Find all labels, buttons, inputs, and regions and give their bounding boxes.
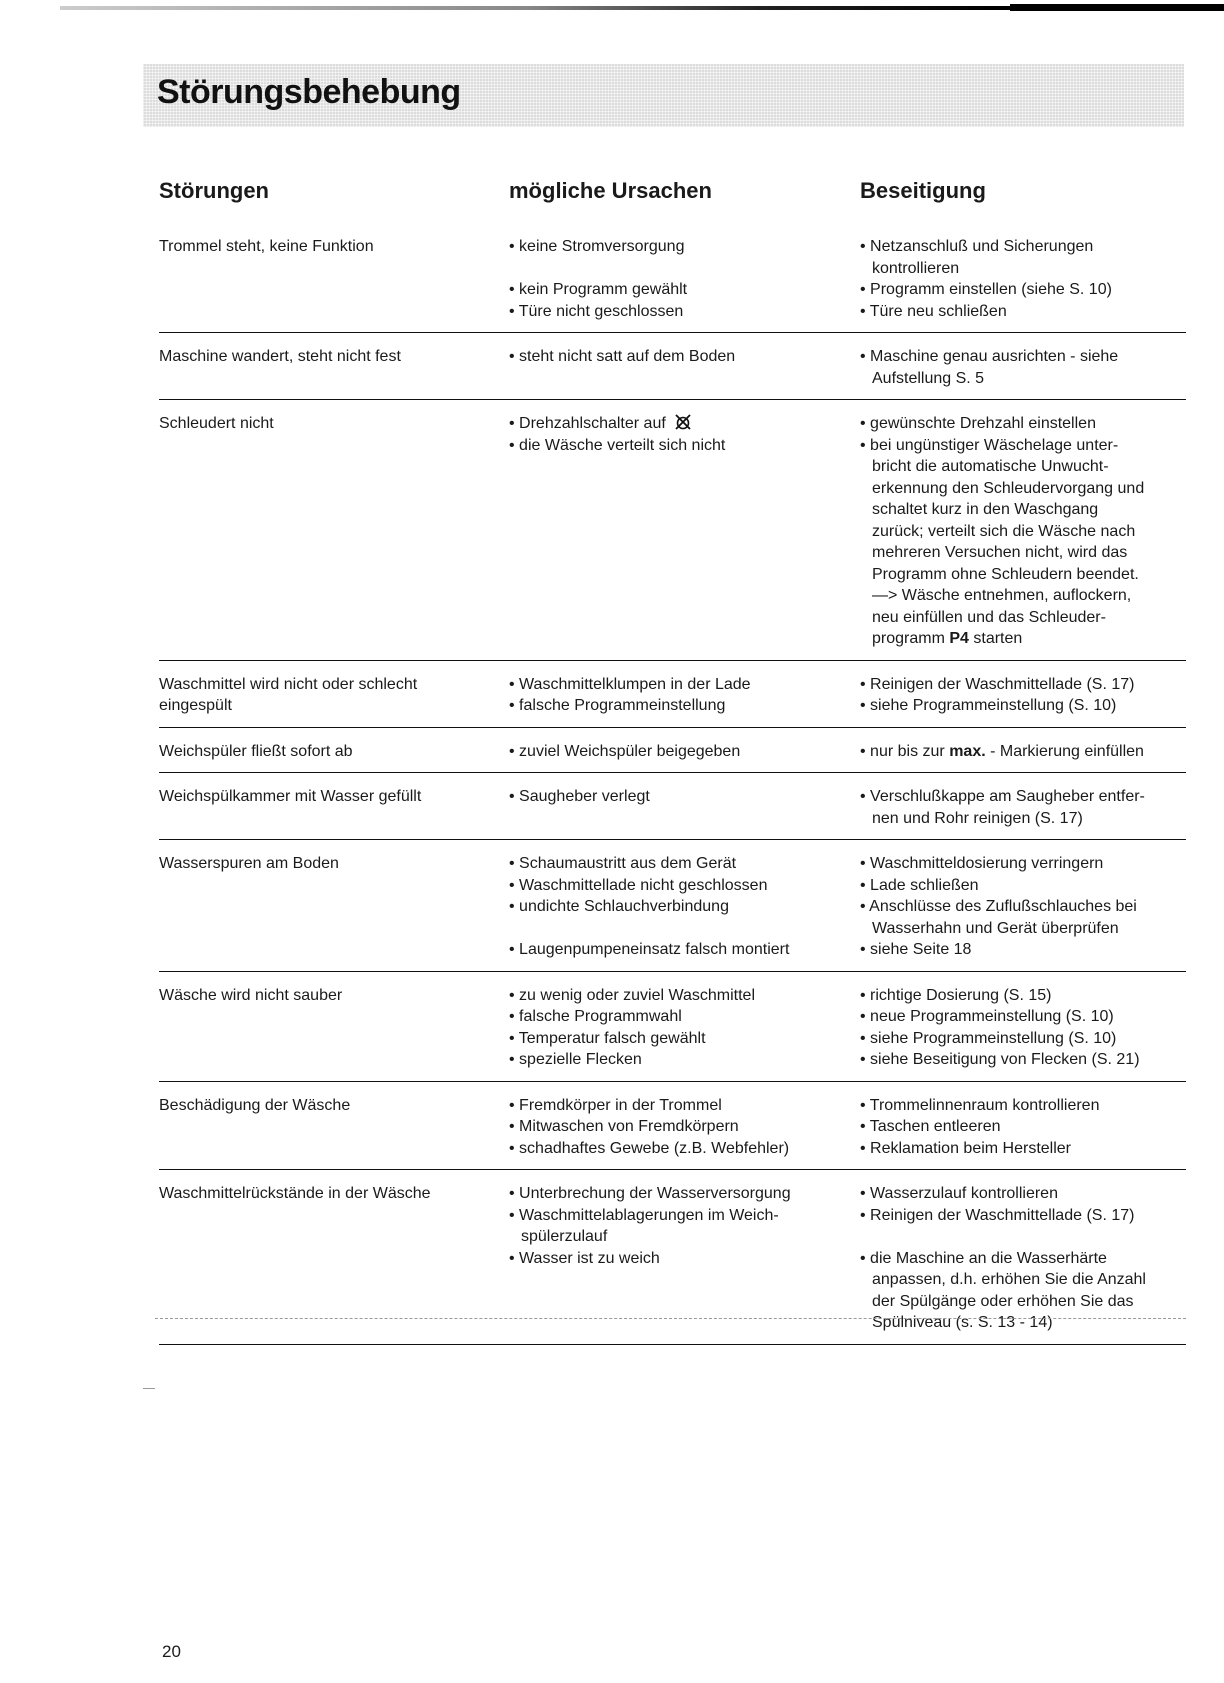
title-bar	[143, 64, 1184, 127]
remedy-cell	[860, 853, 1186, 961]
header-beseitigung: Beseitigung	[860, 178, 986, 203]
problem-cell	[159, 1095, 509, 1160]
problem-cell	[159, 741, 509, 763]
text-line: Beschädigung der Wäsche	[159, 1096, 351, 1114]
text-line: • steht nicht satt auf dem Boden	[509, 348, 736, 365]
text-line: • richtige Dosierung (S. 15)	[860, 986, 1052, 1004]
text-line: • undichte Schlauchverbindung	[509, 898, 729, 915]
remedy-cell	[860, 1183, 1186, 1334]
text-line: • keine Stromversorgung	[509, 238, 685, 255]
text-line: —> Wäsche entnehmen, auflockern,	[872, 587, 1132, 604]
troubleshooting-table	[159, 223, 1186, 1345]
text-line: Wäsche wird nicht sauber	[159, 986, 343, 1004]
margin-mark	[143, 1388, 155, 1389]
text-line: anpassen, d.h. erhöhen Sie die Anzahl	[872, 1271, 1146, 1288]
text-line: • Reinigen der Waschmittellade (S. 17)	[860, 1206, 1135, 1224]
text-line: • Unterbrechung der Wasserversorgung	[509, 1185, 791, 1202]
text-line: Spülniveau (s. S. 13 - 14)	[872, 1314, 1053, 1331]
remedy-cell	[860, 346, 1186, 389]
text-line: mehreren Versuchen nicht, wird das	[872, 544, 1128, 561]
text-line: • Verschlußkappe am Saugheber entfer-	[860, 788, 1145, 805]
text-segment: • nur bis zur	[860, 742, 950, 760]
text-line: • kein Programm gewählt	[509, 281, 688, 298]
text-line: • bei ungünstiger Wäschelage unter-	[860, 436, 1119, 454]
table-row	[159, 1082, 1186, 1171]
text-line: • spezielle Flecken	[509, 1051, 642, 1068]
text-line: • Waschmittelablagerungen im Weich-	[509, 1206, 779, 1224]
bold-text: max.	[949, 742, 986, 760]
text-line: • Laugenpumpeneinsatz falsch montiert	[509, 941, 790, 958]
text-line: • Reklamation beim Hersteller	[860, 1139, 1072, 1157]
text-line: • Programm einstellen (siehe S. 10)	[860, 281, 1112, 298]
problem-cell	[159, 1183, 509, 1334]
remedy-cell	[860, 985, 1186, 1071]
text-line: Waschmittelrückstände in der Wäsche	[159, 1185, 431, 1202]
text-line: • Reinigen der Waschmittellade (S. 17)	[860, 675, 1135, 693]
header-stoerungen: Störungen	[159, 178, 269, 203]
page-title: Störungsbehebung	[157, 73, 461, 111]
table-row	[159, 840, 1186, 972]
text-line: • Wasser ist zu weich	[509, 1249, 660, 1267]
cause-cell	[509, 1095, 860, 1160]
table-row	[159, 223, 1186, 333]
text-line: • zuviel Weichspüler beigegeben	[509, 742, 741, 760]
table-row	[159, 333, 1186, 400]
top-rule-bold	[1010, 4, 1224, 11]
cause-cell	[509, 853, 860, 961]
text-line: spülerzulauf	[521, 1228, 608, 1245]
problem-cell	[159, 853, 509, 961]
text-line: Schleudert nicht	[159, 415, 274, 432]
text-line: nen und Rohr reinigen (S. 17)	[872, 809, 1083, 827]
text-line: • Trommelinnenraum kontrollieren	[860, 1096, 1100, 1114]
text-line: • falsche Programmeinstellung	[509, 697, 726, 714]
text-line: • siehe Programmeinstellung (S. 10)	[860, 1029, 1117, 1047]
remedy-cell	[860, 741, 1186, 763]
text-segment: • Drehzahlschalter auf	[509, 415, 666, 432]
text-line: • Maschine genau ausrichten - siehe	[860, 348, 1119, 365]
problem-cell	[159, 674, 509, 717]
text-segment: programm	[872, 630, 950, 647]
cause-cell	[509, 786, 860, 829]
remedy-cell	[860, 674, 1186, 717]
remedy-cell	[860, 236, 1186, 322]
text-line: • neue Programmeinstellung (S. 10)	[860, 1008, 1114, 1025]
text-segment: starten	[968, 630, 1023, 647]
text-line: • Lade schließen	[860, 876, 979, 894]
text-line: bricht die automatische Unwucht-	[872, 458, 1109, 475]
text-line: Trommel steht, keine Funktion	[159, 238, 374, 255]
cause-cell	[509, 1183, 860, 1334]
text-line: • Schaumaustritt aus dem Gerät	[509, 855, 737, 872]
text-line: Maschine wandert, steht nicht fest	[159, 348, 401, 365]
text-line: • siehe Seite 18	[860, 941, 972, 958]
text-line: Weichspülkammer mit Wasser gefüllt	[159, 788, 422, 805]
text-line: Wasserspuren am Boden	[159, 855, 339, 872]
remedy-cell	[860, 413, 1186, 650]
text-line: • Waschmittellade nicht geschlossen	[509, 876, 768, 894]
cause-cell	[509, 985, 860, 1071]
text-line: schaltet kurz in den Waschgang	[872, 501, 1099, 518]
cause-cell	[509, 236, 860, 322]
text-line: • Waschmitteldosierung verringern	[860, 855, 1104, 872]
text-line	[509, 918, 860, 940]
table-row	[159, 972, 1186, 1082]
text-line: • Türe nicht geschlossen	[509, 302, 684, 320]
problem-cell	[159, 786, 509, 829]
text-line: neu einfüllen und das Schleuder-	[872, 608, 1106, 626]
text-line: • schadhaftes Gewebe (z.B. Webfehler)	[509, 1139, 790, 1157]
remedy-cell	[860, 786, 1186, 829]
text-line: • die Maschine an die Wasserhärte	[860, 1249, 1107, 1267]
text-line: Programm ohne Schleudern beendet.	[872, 565, 1139, 583]
header-ursachen: mögliche Ursachen	[509, 178, 712, 203]
table-row	[159, 728, 1186, 774]
text-line: • falsche Programmwahl	[509, 1008, 682, 1025]
text-line: • Netzanschluß und Sicherungen	[860, 238, 1094, 255]
text-line: kontrollieren	[872, 259, 960, 277]
problem-cell	[159, 236, 509, 322]
text-line: • gewünschte Drehzahl einstellen	[860, 415, 1096, 432]
text-line: • Saugheber verlegt	[509, 788, 650, 805]
problem-cell	[159, 413, 509, 650]
text-line	[509, 258, 860, 280]
text-line: • siehe Programmeinstellung (S. 10)	[860, 697, 1117, 714]
cause-cell	[509, 741, 860, 763]
cause-cell	[509, 413, 860, 650]
page-number: 20	[162, 1642, 181, 1661]
column-headers	[159, 178, 1186, 204]
text-line: • Temperatur falsch gewählt	[509, 1029, 706, 1047]
remedy-cell	[860, 1095, 1186, 1160]
text-line: • Anschlüsse des Zuflußschlauches bei	[860, 898, 1137, 915]
problem-cell	[159, 346, 509, 389]
text-line: • siehe Beseitigung von Flecken (S. 21)	[860, 1051, 1140, 1068]
cause-cell	[509, 674, 860, 717]
text-line	[860, 628, 1186, 650]
text-line: erkennung den Schleudervorgang und	[872, 479, 1145, 497]
text-line: Aufstellung S. 5	[872, 369, 985, 387]
text-line	[509, 413, 860, 435]
text-segment: - Markierung einfüllen	[985, 742, 1144, 760]
text-line: eingespült	[159, 697, 232, 714]
text-line	[860, 1226, 1186, 1248]
text-line: • Mitwaschen von Fremdkörpern	[509, 1118, 739, 1135]
bold-text: P4	[949, 630, 969, 647]
text-line	[860, 741, 1186, 763]
text-line: • zu wenig oder zuviel Waschmittel	[509, 986, 755, 1004]
text-line: • die Wäsche verteilt sich nicht	[509, 436, 726, 454]
text-line: • Taschen entleeren	[860, 1118, 1001, 1135]
text-line: • Wasserzulauf kontrollieren	[860, 1185, 1058, 1202]
cause-cell	[509, 346, 860, 389]
table-row	[159, 400, 1186, 661]
bottom-rule	[155, 1318, 1186, 1319]
text-line: Wasserhahn und Gerät überprüfen	[872, 919, 1119, 937]
text-line: • Türe neu schließen	[860, 302, 1007, 320]
text-line: Waschmittel wird nicht oder schlecht	[159, 675, 418, 693]
text-line: • Fremdkörper in der Trommel	[509, 1096, 722, 1114]
text-line: • Waschmittelklumpen in der Lade	[509, 675, 751, 693]
text-line: der Spülgänge oder erhöhen Sie das	[872, 1292, 1134, 1310]
text-line: zurück; verteilt sich die Wäsche nach	[872, 522, 1136, 540]
table-row	[159, 773, 1186, 840]
problem-cell	[159, 985, 509, 1071]
table-row	[159, 661, 1186, 728]
no-spin-icon	[666, 415, 692, 432]
text-line: Weichspüler fließt sofort ab	[159, 742, 353, 760]
